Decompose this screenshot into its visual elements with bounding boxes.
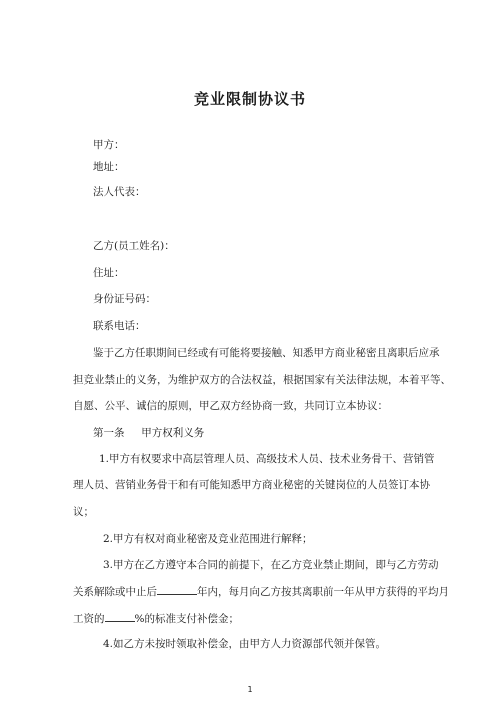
article-1-heading: 第一条 甲方权利义务 [93,427,205,439]
clause-3-line-2 [73,584,449,599]
clause-3-line-1: 3.甲方在乙方遵守本合同的前提下，在乙方竞业禁止期间，即与乙方劳动 [103,559,439,571]
party-a-address-label: 地址： [93,161,125,173]
clause-1-line-1: 1.甲方有权要求中高层管理人员、高级技术人员、技术业务骨干、营销管 [99,453,435,465]
party-b-phone-label: 联系电话： [93,320,146,332]
clause-1-line-2: 理人员、营销业务骨干和有可能知悉甲方商业秘密的关键岗位的人员签订本协 [73,479,430,491]
clause-3-line-3-part-b: %的标准支付补偿金； [134,613,239,625]
preamble-line-1: 鉴于乙方任职期间已经或有可能将要接触、知悉甲方商业秘密且离职后应承 [93,347,440,359]
document-title: 竞业限制协议书 [193,90,306,108]
party-b-label: 乙方(员工姓名)： [93,240,175,252]
page-number: 1 [247,685,253,694]
party-b-id-label: 身份证号码： [93,293,156,305]
years-blank [157,584,197,595]
preamble-line-3: 自愿、公平、诚信的原则，甲乙双方经协商一致，共同订立本协议： [73,400,388,412]
preamble-line-2: 担竞业禁止的义务，为维护双方的合法权益，根据国家有关法律法规，本着平等、 [73,374,451,386]
clause-3-line-2-part-a: 关系解除或中止后 [73,586,157,598]
clause-2: 2.甲方有权对商业秘密及竞业范围进行解释； [103,533,313,545]
clause-3-line-3-part-a: 工资的 [73,613,105,625]
party-a-label: 甲方： [93,139,125,151]
party-b-residence-label: 住址： [93,267,125,279]
party-a-legal-rep-label: 法人代表： [93,186,146,198]
clause-1-line-3: 议； [73,506,94,518]
clause-3-line-2-part-b: 年内，每月向乙方按其离职前一年从甲方获得的平均月 [197,586,449,598]
percent-blank [105,611,135,622]
clause-3-line-3 [73,611,239,626]
clause-4: 4.如乙方未按时领取补偿金，由甲方人力资源部代领并保管。 [103,638,387,650]
